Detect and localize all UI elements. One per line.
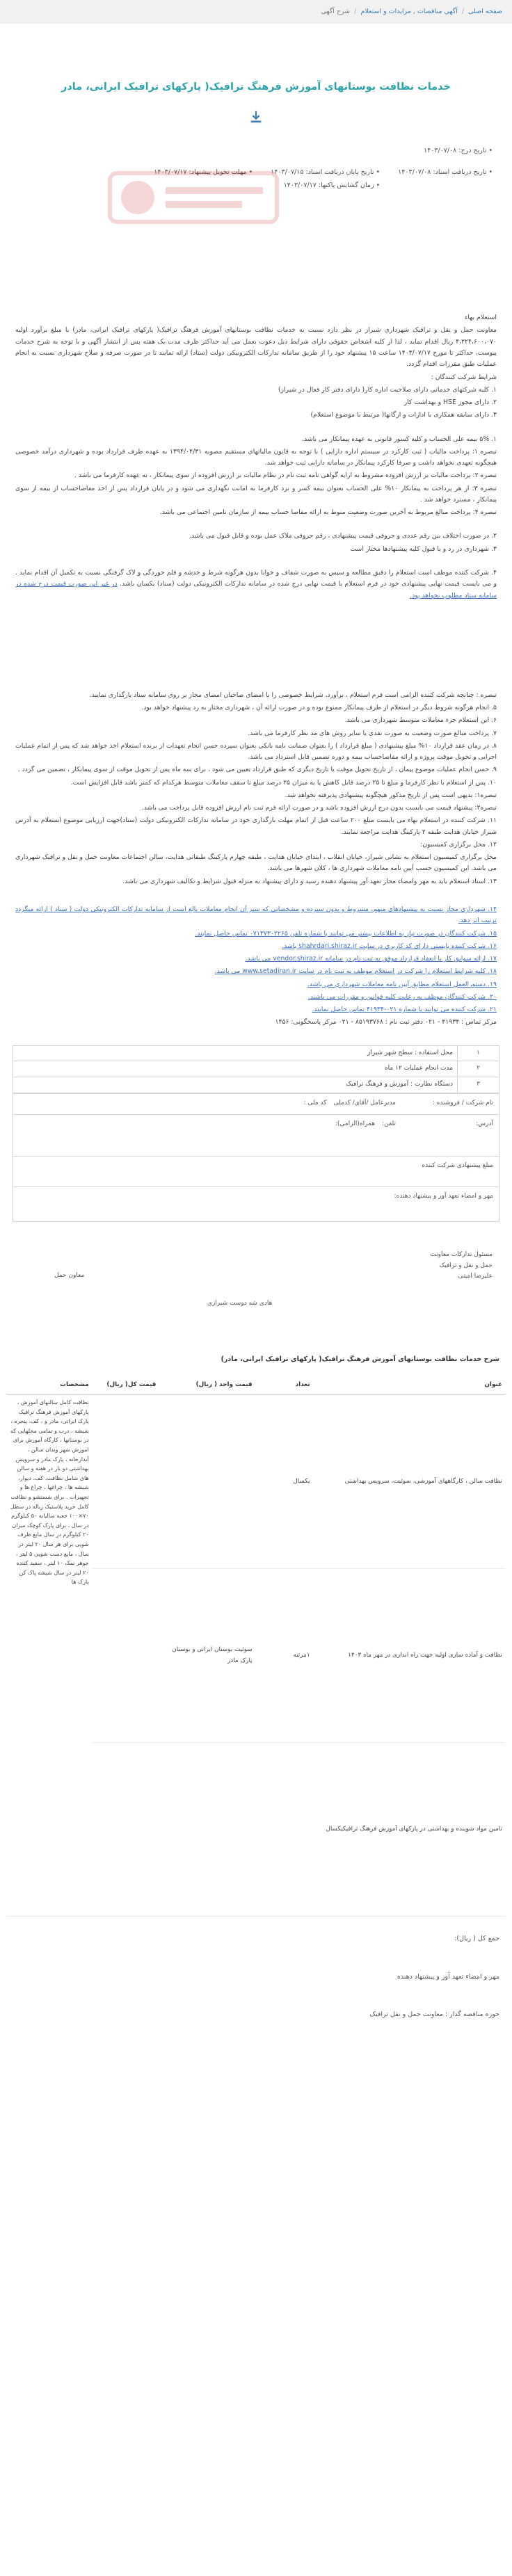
spec-header-row [7,1376,505,1395]
note-link[interactable]: ۱۷. ارائه سوابق کار با انعقاد قرارداد موفق به ثبت نام در سامانه vendor.shiraz.ir می باشد. [245,955,497,963]
term: ۷. پرداخت مبالغ صورت وضعیت به صورت نقدی یا سایر روش های مد نظر کارفرما می باشد. [248,729,497,737]
opening-date: • زمان گشایش پاکتها: ۱۴۰۳/۰۷/۱۷ [283,182,381,190]
breadcrumb-separator: / [354,7,357,15]
meta-column-receive [398,167,493,194]
spec-total [92,1569,159,1743]
signer-right-title: مسئول تدارکات معاونت حمل و نقل و ترافیک [430,1250,493,1269]
spec-location: سوئیت بوستان ایرانی و بوستان پارک مادر [159,1569,255,1743]
term [15,567,497,602]
breadcrumb-home[interactable]: صفحه اصلی [468,7,502,15]
condition-2: ۲. دارای مجوز HSE و بهداشت کار [403,399,497,407]
term: تبصره ۳: از هر پرداخت به پیمانکار ۱۰% علی الحساب بعنوان بیمه کسر و نزد کارفرما به امانت نگهداری می شود و در پایان قرارداد پس از اخذ مفاصاحساب از بیمه از سوی پیمانکار ، مسترد خواهد شد . [15,484,497,504]
term: ۸. در زمان عقد قرارداد ۱۰% مبلغ پیشنهادی ( مبلغ قرارداد ) را بعنوان ضمانت نامه بانکی بعنوان سپرده حسن انجام تعهدات از برنده استعلام اخذ خواهد شد که پس از اتمام عملیات اجرایی و تحویل موقت پروژه و ارائه مفاصاحساب بیمه و دوره تضمین قابل استرداد می باشد. [15,741,497,762]
note-link[interactable]: ۱۸. کلیه شرایط استعلام را شرکت در استعلام موظف به ثبت نام در سایت www.setadiran.ir می باشد. [214,967,497,976]
contractor-form [13,1093,499,1222]
note-link[interactable]: ۱۵. شرکت کنندگان در صورت نیاز به اطلاعات بیشتر می توانند با شماره تلفن ۰۷۱۳۷۳۰۲۲۶۵ تماس حاصل نمایند. [195,929,497,937]
company-label: نام شرکت / فروشنده : [432,1099,493,1106]
term: تبصره : چنانچه شرکت کننده الزامی است فرم استعلام ، برآورد، شرایط خصوصی را با امضای صاحبان امضای مجاز بر روی سامانه ستاد بارگذاری نمایند. [89,691,497,699]
spec-unit-price [159,1743,255,1917]
phone-label: تلفن: [382,1120,396,1127]
spec-header-desc: مشخصات [7,1376,92,1395]
sum-total: جمع کل ( ریال): [454,1935,499,1943]
term: ۵. انجام هرگونه شروط دیگر در استعلام از طرف پیمانکار ممنوع بوده و در صورت ارائه آن ، شهرداری مختار به رد پیشنهاد خواهد بود. [141,704,497,712]
signer-center: هادی شه دوست شیرازی [207,1299,273,1307]
note-link[interactable]: ۱۴. شهرداری مجاز نسبت به پیشنهادهای مبهم، مشروط و بدون سپرده و مشخصاتی که سیر آن انجام معاملات بالغ است از سامانه تدارکات الکترونیکی دولت ( ستاد ) ارائه میگردد ترتیب اثر دهد. [15,905,497,925]
spec-title: شرح خدمات نظافت بوستانهای آموزش فرهنگ ترافیک( پارکهای ترافیک ایرانی، مادر) [221,1355,499,1363]
term: ۹. حسن انجام عملیات موضوع پیمان ، از تاریخ تحویل موقت یا تاریخ دیگری که طبق قرارداد تعیین می شود ، برای سه ماه پس از تحویل موقت از سوی پیمانکار ، تضمین می گردد . [17,766,497,774]
amount-row [13,1156,499,1186]
spec-count: ۱مرتبه [255,1569,313,1743]
signer-right [416,1250,493,1282]
spec-total [92,1743,159,1917]
stamp-row [13,1186,499,1221]
spec-item: تامین مواد شوینده و بهداشتی در پارکهای آموزش فرهنگ ترافیکیکسال [313,1743,505,1917]
row-value: مدت انجام عملیات ۱۲ ماه [13,1061,458,1077]
proposal-deadline: • مهلت تحویل پیشنهاد: ۱۴۰۳/۰۷/۱۷ [154,168,253,176]
address-row [13,1114,499,1156]
row-number: ۲ [458,1061,499,1077]
table-row [13,1077,499,1093]
spec-table [7,1376,505,1917]
term: ۱۳. اسناد استعلام باید به مهر وامضاء مجاز تعهد آور پیشنهاد دهنده رسید و دارای پیشنهاد به منزله قبول شرایط و تکالیف شهرداری می باشد. [122,877,497,885]
note-link[interactable]: ۱۶. شرکت کننده بایستی دارای کد کاربری در سایت shahrdari.shiraz.ir باشد. [282,942,497,950]
table-row [13,1045,499,1061]
breadcrumb-current: شرح آگهی [321,7,351,15]
spec-description: نظافت کامل سالنهای آموزش ، پارکهای آموزش فرهنگ ترافیک پارک ایرانی، مادر و ، کف، پنجره ، شیشه ، درب و تمامی محلهایی که در بوستانها ، کارگاه آموزش برای اموزش شهر وندان سالن ، آبدارخانه ، پارک مادر و سرویس بهداشتی دو بار در هفته و سالن های شامل نظافت، کف، دیوار، شیشه ها ، چراغها ، چراغ ها و تجهیزات . برای شستشو و نظافت کامل خرید پلاستیک زباله در سطل ۷۰×۱۰۰ جعبه سالیانه ۵۰ کیلوگرم در سال ، برای پارک کوچک میزان ۲۰ کیلوگرم در سال مایع ظرف شویی برای هر سال ۲۰ لیتر در سال ، مایع دست شویی ۵ لیتر ، جوهر نمک ۱۰ لیتر ، سفید کننده ۲۰ لیتر در سال شیشه پاک کن پارک ها [7,1395,92,1917]
download-icon[interactable] [248,109,264,124]
spec-header-total: قیمت کل( ریال) [92,1376,159,1395]
term: ۱۰. پس از استعلام با نظر کارفرما و مبلغ تا ۲۵ درصد قابل کاهش یا به میزان ۲۵ درصد مبلغ تا سقف معاملات متوسط هرکدام که کمتر باشد قابل افزایش است. [70,778,497,787]
spec-unit-price [159,1395,255,1569]
breadcrumb-separator: / [461,7,465,15]
breadcrumb [0,0,512,24]
info-table [13,1045,499,1093]
note-link[interactable]: ۲۰. شرکت کنندگان موظف به رعایت کلیه قوانین و مقررات می باشند. [307,992,497,1001]
spec-count: یکسال [255,1395,313,1569]
body-intro: معاونت حمل و نقل و ترافیک شهرداری شیراز در نظر دارد نسبت به خدمات نظافت بوستانهای آموزش فرهنگ ترافیک( پارکهای ترافیک ایرانی، مادر) با مبلغ برآورد اولیه ۴،۲۲۴،۶۰۰،۰۷۰ ریال اقدام نماید ، لذا از کلیه اشخاص حقوقی دارای شرایط ذیل دعوت بعمل می آید حداکثر ظرف مدت یک هفته پس از انتشار آگهی و با توجه به شرح خدمات پیوست، حداکثر تا مورخ ۱۴۰۳/۰۷/۱۷ ساعت ۱۵ پیشنهاد خود را از طریق سامانه تدارکات الکترونیکی دولت (ستاد) ارائه نمایند تا در صورت صرفه و صلاح شهرداری نسبت به انجام عملیات طبق مقررات اقدام گردد. [15,326,497,369]
row-number: ۱ [458,1045,499,1061]
meta-column-end [271,167,380,194]
term: تبصره ۱: پرداخت مالیات ( ثبت کارکرد در سیستم اداره دارایی ) با توجه به قانون مالیاتهای مستقیم مصوبه ۱۳۹۴/۰۴/۳۱ به عهده طرف قرارداد بوده و شهرداری درآمد خصوصی هیچگونه تعهدی نخواهد داشت و صرفا کارکرد پیمانکار در سامانه دارایی ثبت خواهد شد. [15,447,497,467]
term: ۱۱. شرکت کننده در استعلام بهاء می بایست مبلغ ۲۰۰ ساعت قبل از اتمام مهلت بارگذاری خود در سامانه تدارکات الکترونیکی دولت (ستاد)جهت ارزیابی موضوع استعلام به آدرس شیراز خیابان هدایت طبقه ۲ پارکینگ هدایت مراجعه نمایند. [15,816,497,836]
spec-header-item: عنوان [313,1376,505,1395]
footer-stamp: مهر و امضاء تعهد آور و پیشنهاد دهنده [397,1972,499,1981]
spec-item: نظافت و آماده سازی اولیه جهت راه اندازی در مهر ماه ۱۴۰۳ [313,1569,505,1743]
note-link[interactable]: ۱۹. دستورالعمل استعلام مطابق آیین نامه معاملات شهرداری می باشد. [307,980,497,988]
term: تبصره۲: پیشنهاد قیمت می بایست بدون درج ارزش افزوده باشد و در صورت ارائه فرم ثبت نام ارزش افزوده قابل پرداخت می باشد. [141,804,497,812]
row-number: ۳ [458,1077,499,1093]
footer [13,1933,499,2021]
meta-info [19,145,493,277]
page-title: خدمات نظافت بوستانهای آموزش فرهنگ ترافیک( پارکهای ترافیک ایرانی، مادر [61,81,451,92]
spec-count [255,1743,313,1917]
meta-column-deadline [154,167,253,194]
stamp-label: مهر و امضاء تعهد آور و پیشنهاد دهنده: [394,1192,493,1200]
end-receive-date: • تاریخ پایان دریافت اسناد: ۱۴۰۳/۰۷/۱۵ [271,168,381,176]
amount-label: مبلغ پیشنهادی شرکت کننده [422,1161,493,1169]
contact-line: مرکز تماس : ۴۱۹۳۴ - ۰۲۱ دفتر ثبت نام : ۸۵۱۹۳۷۶۸ - ۰۲۱ مرکز پاسخگویی: ۱۴۵۶ [275,1018,497,1027]
term: تبصره ۲: پرداخت مالیات بر ارزش افزوده مشروط به ارایه گواهی نامه ثبت نام در نظام مالیات بر ارزش افزوده از سوی پیمانکار ، به عهده کارفرما می باشد . [74,472,497,480]
term: تبصره۱: بدیهی است پس از تاریخ مذکور هیچگونه پیشنهادی پذیرفته نخواهد شد. [285,791,497,799]
table-row [13,1061,499,1077]
spec-total [92,1395,159,1569]
term: محل برگزاری کمیسیون استعلام به نشانی شیراز، خیابان انقلاب ، ابتدای خیابان هدایت ، طبقه چهارم پارکینگ طبقاتی هدایت، سالن اجتماعات معاونت حمل و نقل و ترافیک شهرداری می باشد. این کمیسیون حسب آیین نامه معاملات شهرداری ها ، کلان شهرها می باشد. [15,853,497,873]
signatures [13,1222,499,1340]
signer-left: معاون حمل [54,1271,85,1279]
spec-header-count: تعداد [255,1376,313,1395]
term-link[interactable]: در غیر این صورت قیمت درج شده در سامانه ستاد مطلوب نخواهد بود. [15,580,497,599]
footer-org: حوزه مناقصه گذار : معاونت حمل و نقل ترافیک [369,2011,499,2019]
watermark-logo [103,152,284,243]
receive-doc-date: • تاریخ دریافت اسناد: ۱۴۰۳/۰۷/۰۸ [398,168,493,176]
term: ۶. این استعلام جزء معاملات متوسط شهرداری می باشد. [344,716,497,725]
row-value: دستگاه نظارت : آموزش و فرهنگ ترافیک [13,1077,458,1093]
signer-right-name: علیرضا امینی [458,1273,493,1280]
address-label: آدرس: [476,1120,493,1127]
body-heading: استعلام بهاء [465,314,497,322]
announcement-body [15,312,497,1045]
term: ۳. شهرداری در رد و یا قبول کلیه پیشنهادها مختار است [350,545,497,553]
spec-row [7,1395,505,1569]
publish-date: • تاریخ درج: ۱۴۰۳/۰۷/۰۸ [424,147,493,155]
term-text: ۴. شرکت کننده موظف است استعلام را دقیق مطالعه و سپس به صورت شفاف و خوانا بدون هرگونه شرط و خدشه و قلم خوردگی و لاک گرفتگی نسبت به تکمیل آن اقدام نماید . و می بایست قیمت نهایی پیشنهادی خود در فرم استعلام با قیمت نهایی درج شده در سامانه تدارکات الکترونیکی دولت (ستاد) یکسان باشد. [15,568,497,588]
spec-item: نظافت سالن ، کارگاههای آموزشی، سوئیت، سرویس بهداشتی [313,1395,505,1569]
manager-label: مدیرعامل /آقای/ کدملی [333,1099,396,1106]
breadcrumb-list[interactable]: آگهی مناقصات , مزایدات و استعلام [360,7,458,15]
conditions-heading: شرایط شرکت کنندگان : [431,373,497,381]
term: ۲. در صورت اختلاف بین رقم عددی و حروفی قیمت پیشنهادی ، رقم حروفی ملاک عمل بوده و قابل قبول می باشد. [189,532,497,540]
row-value: محل استفاده : سطح شهر شیراز [13,1045,458,1061]
company-row [13,1093,499,1114]
condition-3: ۳. دارای سابقه همکاری با ادارات و ارگانها( مرتبط با موضوع استعلام) [310,411,497,419]
condition-1: ۱. کلیه شرکتهای خدماتی دارای صلاحیت اداره کار( دارای دفتر کار فعال در شیراز) [278,385,497,394]
term: ۱۲. محل برگزاری کمیسیون: [420,840,497,848]
cell-label: همراه(الزامی): [335,1120,376,1127]
spec-header-unit-price: قیمت واحد ( ریال) [159,1376,255,1395]
term: تبصره ۴: پرداخت مبالغ مربوط به آخرین صورت وضعیت منوط به ارائه مفاصا حساب بیمه از سازمان تامین اجتماعی می باشد. [159,508,497,517]
note-link[interactable]: ۲۱. شرکت کننده می توانند با شماره ۰۲۱-۴۱۹۳۴ تماس حاصل نمایند. [312,1006,497,1014]
term: ۱. ۵% بیمه علی الحساب و کلیه کسور قانونی به عهده پیمانکار می باشد. [301,435,497,443]
mobile-label: کد ملی : [303,1099,327,1106]
